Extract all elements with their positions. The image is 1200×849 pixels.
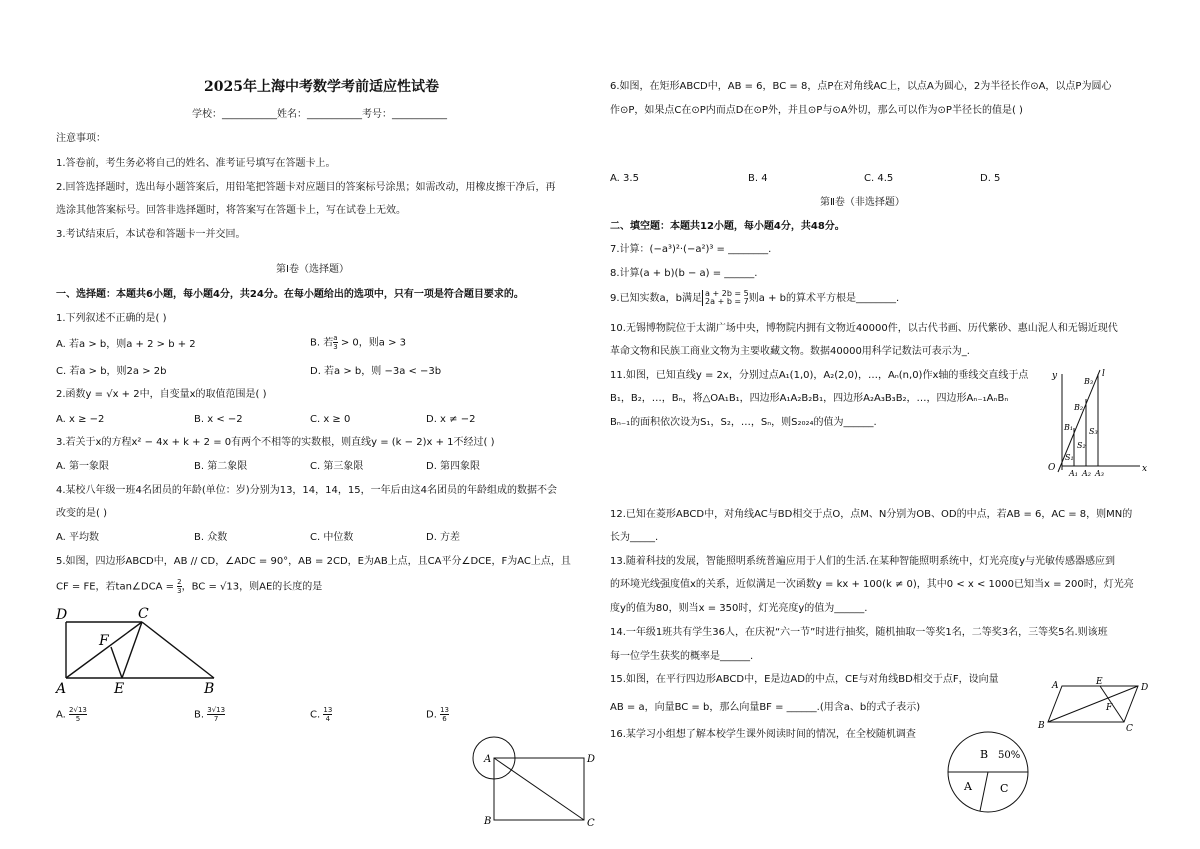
q5-c-label: C.	[310, 709, 321, 721]
q15-label-b: B	[1038, 721, 1045, 731]
q1-b-den: 3	[333, 343, 338, 351]
q11-label-b1: B₁	[1064, 423, 1074, 432]
q15-line-1: 15.如图，在平行四边形ABCD中，E是边AD的中点，CE与对角线BD相交于点F，设向量	[610, 674, 999, 685]
q12-line-1: 12.已知在菱形ABCD中，对角线AC与BD相交于点O，点M、N分别为OB、OD的中点，若AB = 6，AC = 8，则MN的	[610, 509, 1133, 520]
q11-line-2: B₁，B₂，…，Bₙ，将△OA₁B₁，四边形A₁A₂B₂B₁，四边形A₂A₃B₃B₂，…，四边形Aₙ₋₁AₙBₙ	[610, 393, 1009, 404]
q15-label-c: C	[1126, 724, 1133, 734]
q12-line-2: 长为_____.	[610, 532, 659, 543]
q6-label-c: C	[587, 818, 595, 829]
q13-line-3: 度y的值为80，则当x = 350时，灯光亮度y的值为______.	[610, 603, 868, 614]
q9-eq-1: a + 2b = 5	[705, 289, 749, 298]
q14-line-2: 每一位学生获奖的概率是______.	[610, 651, 754, 662]
q5-option-a	[56, 706, 87, 723]
q11-label-b3: B₃	[1084, 377, 1094, 386]
q11-label-a3: A₃	[1095, 469, 1104, 478]
q14-line-1: 14.一年级1班共有学生36人，在庆祝“六一节”时进行抽奖，随机抽取一等奖1名，二等奖3名，三等奖5名.则该班	[610, 627, 1108, 638]
q4-option-d: D. 方差	[426, 532, 461, 543]
q16-line-1: 16.某学习小组想了解本校学生课外阅读时间的情况，在全校随机调查	[610, 729, 916, 740]
q8: 8.计算(a + b)(b − a) = ______.	[610, 268, 758, 279]
q11-label-s2: S₂	[1077, 441, 1086, 450]
q6-figure	[472, 736, 612, 836]
q5-d-num: 13	[440, 706, 449, 714]
q5-c-den: 4	[325, 715, 331, 723]
q2-stem: 2.函数y = √x + 2中，自变量x的取值范围是( )	[56, 389, 267, 400]
q1-stem: 1.下列叙述不正确的是( )	[56, 313, 167, 324]
q6-option-b: B. 4	[748, 173, 768, 184]
note-1: 1.答卷前，考生务必将自己的姓名、准考证号填写在答题卡上。	[56, 158, 336, 169]
q11-label-a1: A₁	[1069, 469, 1078, 478]
q11-label-y: y	[1052, 371, 1058, 381]
exam-title: 2025年上海中考数学考前适应性试卷	[204, 79, 439, 95]
q6-stem-1: 6.如图，在矩形ABCD中，AB = 6，BC = 8，点P在对角线AC上，以点A为圆心，2为半径长作⊙A，以点P为圆心	[610, 81, 1112, 92]
q5-option-b	[194, 706, 225, 723]
q5-b-frac	[207, 706, 225, 723]
q11-label-x: x	[1142, 464, 1148, 474]
q5-option-d	[426, 706, 449, 723]
q5-stem-2-pre: CF = FE，若tan∠DCA =	[56, 581, 178, 593]
q6-option-c: C. 4.5	[864, 173, 894, 184]
q6-stem-2: 作⊙P，如果点C在⊙P内而点D在⊙P外，并且⊙P与⊙A外切，那么可以作为⊙P半径长的值是( )	[610, 105, 1023, 116]
q5-stem-2-post: ，BC = √13，则AE的长度的是	[181, 581, 323, 593]
q11-figure	[1048, 366, 1152, 478]
q2-option-a: A. x ≥ −2	[56, 414, 105, 425]
q5-a-den: 5	[75, 715, 81, 723]
q5-label-d: D	[56, 607, 68, 623]
q2-option-b: B. x < −2	[194, 414, 243, 425]
q5-a-num: 2√13	[69, 706, 87, 714]
q1-option-d: D. 若a > b，则 −3a < −3b	[310, 366, 442, 377]
q5-d-frac	[440, 706, 449, 723]
part2-heading: 第Ⅱ卷（非选择题）	[820, 197, 905, 208]
q5-a-label: A.	[56, 709, 66, 721]
q4-option-a: A. 平均数	[56, 532, 100, 543]
part1-heading: 第Ⅰ卷（选择题）	[276, 264, 349, 275]
q1-b-pre: B. 若	[310, 337, 334, 349]
q3-option-d: D. 第四象限	[426, 461, 481, 472]
q15-label-a: A	[1052, 681, 1059, 691]
q6-option-a: A. 3.5	[610, 173, 639, 184]
q11-label-a2: A₂	[1082, 469, 1091, 478]
q11-label-b2: B₂	[1074, 403, 1084, 412]
q5-d-den: 6	[442, 715, 447, 723]
q3-option-c: C. 第三象限	[310, 461, 364, 472]
q15-label-f: F	[1106, 703, 1113, 713]
q9	[610, 290, 899, 306]
note-3: 3.考试结束后，本试卷和答题卡一并交回。	[56, 229, 246, 240]
q7: 7.计算：(−a³)²·(−a²)³ = ________.	[610, 244, 772, 255]
section-2: 二、填空题：本题共12小题，每小题4分，共48分。	[610, 221, 845, 232]
q5-tan-den: 3	[177, 587, 182, 595]
section-1: 一、选择题：本题共6小题，每小题4分，共24分。在每小题给出的选项中，只有一项是符合题目要求的。	[56, 289, 524, 300]
q2-option-c: C. x ≥ 0	[310, 414, 351, 425]
q5-stem-1: 5.如图，四边形ABCD中，AB // CD，∠ADC = 90°，AB = 2CD，E为AB上点，且CA平分∠DCE，F为AC上点，且	[56, 556, 571, 567]
q6-option-d: D. 5	[980, 173, 1001, 184]
q4-option-c: C. 中位数	[310, 532, 354, 543]
q9-eq-2: 2a + b = 7	[705, 297, 749, 306]
q11-label-o: O	[1048, 463, 1056, 473]
q5-b-label: B.	[194, 709, 205, 721]
q6-label-b: B	[484, 816, 492, 827]
q5-b-den: 7	[213, 715, 219, 723]
q11-line-1: 11.如图，已知直线y = 2x，分别过点A₁(1,0)，A₂(2,0)，…，Aₙ(n,0)作x轴的垂线交直线于点	[610, 370, 1029, 381]
q5-stem-2	[56, 578, 322, 595]
q1-b-num: a	[333, 334, 338, 342]
q1-b-post: > 0，则a > 3	[337, 337, 407, 349]
q13-line-2: 的环境光线强度值x的关系，近似满足一次函数y = kx + 100(k ≠ 0)，其中0 < x < 1000已知当x = 200时，灯光亮	[610, 579, 1134, 590]
q10-line-2: 革命文物和民族工商业文物为主要收藏文物。数据40000用科学记数法可表示为_.	[610, 346, 970, 357]
q16-label-pct: 50%	[998, 750, 1021, 761]
q3-option-a: A. 第一象限	[56, 461, 110, 472]
q16-label-c: C	[1000, 782, 1009, 795]
q5-a-frac	[69, 706, 87, 723]
q4-stem-1: 4.某校八年级一班4名团员的年龄(单位：岁)分别为13，14，14，15，一年后由这4名团员的年龄组成的数据不会	[56, 485, 557, 496]
q10-line-1: 10.无锡博物院位于太湖广场中央，博物院内拥有文物近40000件，以古代书画、历代紫砂、惠山泥人和无锡近现代	[610, 323, 1118, 334]
q15-figure	[1038, 676, 1158, 732]
q1-option-a: A. 若a > b，则a + 2 > b + 2	[56, 339, 196, 350]
q5-label-b: B	[204, 681, 215, 697]
notes-heading: 注意事项：	[56, 133, 106, 144]
q15-line-2: AB = a，向量BC = b，那么向量BF = ______.(用含a、b的式子表示)	[610, 702, 921, 713]
q16-pie-figure	[944, 728, 1034, 816]
q5-figure	[56, 600, 226, 700]
q13-line-1: 13.随着科技的发展，智能照明系统普遍应用于人们的生活.在某种智能照明系统中，灯光亮度y与光敏传感器感应到	[610, 556, 1115, 567]
q6-label-a: A	[484, 754, 492, 765]
q5-label-f: F	[99, 633, 109, 649]
q2-option-d: D. x ≠ −2	[426, 414, 476, 425]
q11-label-l: l	[1102, 369, 1105, 379]
q6-label-d: D	[587, 754, 596, 765]
q11-label-s1: S₁	[1065, 453, 1074, 462]
q5-c-num: 13	[323, 706, 333, 714]
q5-label-c: C	[138, 606, 149, 622]
q4-option-b: B. 众数	[194, 532, 228, 543]
q5-label-e: E	[114, 681, 125, 697]
q5-tan-num: 2	[177, 578, 182, 586]
q15-label-e: E	[1096, 677, 1103, 687]
q3-stem: 3.若关于x的方程x² − 4x + k + 2 = 0有两个不相等的实数根，则直线y = (k − 2)x + 1不经过( )	[56, 437, 495, 448]
info-line: 学校：___________姓名：___________考号：___________	[192, 109, 447, 120]
q5-label-a: A	[56, 681, 67, 697]
q15-label-d: D	[1141, 683, 1149, 693]
q16-label-b: B	[980, 748, 989, 761]
q5-option-c	[310, 706, 332, 723]
q9-system	[702, 290, 749, 306]
q1-option-b	[310, 334, 406, 351]
q1-option-c: C. 若a > b，则2a > 2b	[56, 366, 167, 377]
note-2b: 选涂其他答案标号。回答非选择题时，将答案写在答题卡上，写在试卷上无效。	[56, 205, 406, 216]
q5-c-frac	[323, 706, 332, 723]
q5-b-num: 3√13	[207, 706, 226, 714]
q11-line-3: Bₙ₋₁的面积依次设为S₁，S₂，…，Sₙ，则S₂₀₂₄的值为______.	[610, 417, 877, 428]
note-2a: 2.回答选择题时，选出每小题答案后，用铅笔把答题卡对应题目的答案标号涂黑；如需改动，用橡皮擦干净后，再	[56, 182, 556, 193]
q9-post: 则a + b的算术平方根是________.	[748, 293, 900, 304]
q3-option-b: B. 第二象限	[194, 461, 248, 472]
q4-stem-2: 改变的是( )	[56, 508, 107, 519]
q16-label-a: A	[964, 780, 972, 793]
q11-label-s3: S₃	[1089, 427, 1098, 436]
q5-d-label: D.	[426, 709, 437, 721]
q9-pre: 9.已知实数a，b满足	[610, 293, 703, 304]
